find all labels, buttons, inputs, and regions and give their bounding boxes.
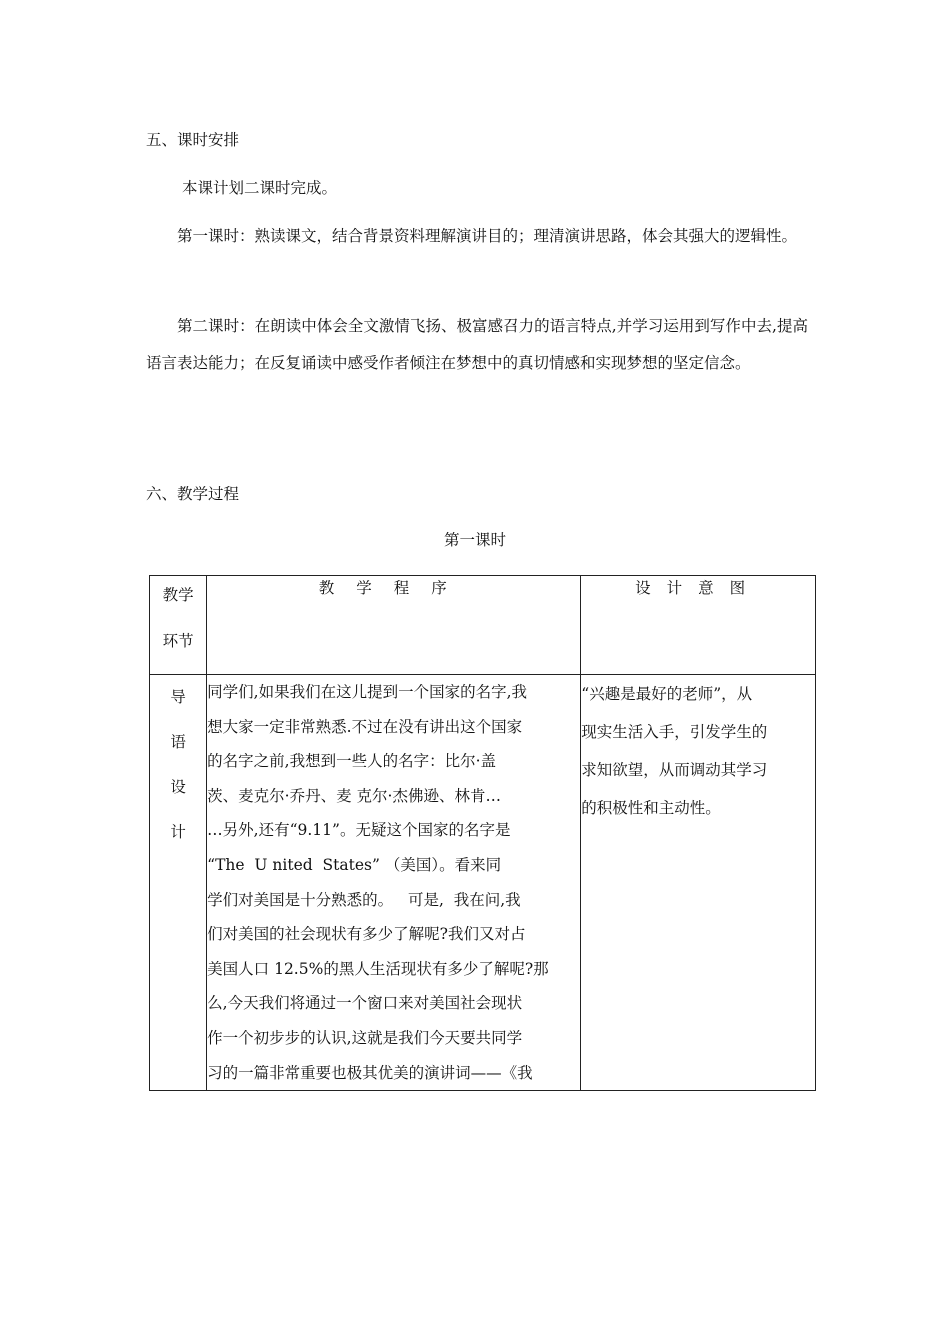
stage-char: 导 <box>170 688 186 706</box>
paragraph-plan: 本课计划二课时完成。 <box>182 179 338 197</box>
header-stage-cell <box>150 576 207 675</box>
intent-line: 求知欲望，从而调动其学习 <box>581 761 768 779</box>
header-intent-label: 设计意图 <box>635 579 762 597</box>
stage-char: 语 <box>170 733 186 751</box>
paragraph-second-lesson: 第二课时：在朗读中体会全文激情飞扬、极富感召力的语言特点,并学习运用到写作中去,提高语言表达能力；在反复诵读中感受作者倾注在梦想中的真切情感和实现梦想的坚定信念。 <box>146 317 808 372</box>
procedure-line: …另外,还有“9.11”。无疑这个国家的名字是 <box>207 821 511 840</box>
procedure-line: 们对美国的社会现状有多少了解呢?我们又对占 <box>207 925 526 944</box>
procedure-line: 么,今天我们将通过一个窗口来对美国社会现状 <box>207 994 523 1013</box>
lesson-table <box>149 575 816 1091</box>
procedure-line: 想大家一定非常熟悉.不过在没有讲出这个国家 <box>207 717 523 736</box>
procedure-line: 的名字之前,我想到一些人的名字：比尔·盖 <box>207 752 497 771</box>
procedure-line: 学们对美国是十分熟悉的。 可是, 我在问,我 <box>207 890 521 909</box>
procedure-cell <box>207 675 581 1091</box>
table-header-row <box>150 576 816 675</box>
header-intent-cell <box>581 576 816 675</box>
lesson-title: 第一课时 <box>443 531 506 549</box>
section-heading-process: 六、教学过程 <box>146 485 240 503</box>
section-heading-schedule: 五、课时安排 <box>146 131 240 149</box>
intent-line: “兴趣是最好的老师”，从 <box>581 685 753 703</box>
table-row <box>150 675 816 1091</box>
procedure-line: “The U nited States” （美国）。看来同 <box>207 855 502 874</box>
stage-char: 计 <box>170 823 186 841</box>
procedure-line: 作一个初步步的认识,这就是我们今天要共同学 <box>207 1028 523 1047</box>
procedure-line: 同学们,如果我们在这儿提到一个国家的名字,我 <box>207 683 528 701</box>
procedure-line: 习的一篇非常重要也极其优美的演讲词——《我 <box>207 1063 533 1082</box>
paragraph-first-lesson: 第一课时：熟读课文，结合背景资料理解演讲目的；理清演讲思路，体会其强大的逻辑性。 <box>177 227 798 245</box>
stage-cell <box>150 675 207 1091</box>
stage-char: 设 <box>170 778 186 796</box>
procedure-line: 美国人口 12.5%的黑人生活现状有多少了解呢?那 <box>207 959 549 978</box>
header-stage-line1: 教学 <box>162 586 194 604</box>
header-procedure-label: 教学程序 <box>318 579 469 597</box>
header-procedure-cell <box>207 576 581 675</box>
intent-line: 现实生活入手，引发学生的 <box>581 723 768 741</box>
intent-cell <box>581 675 816 1091</box>
intent-line: 的积极性和主动性。 <box>581 799 721 817</box>
header-stage-line2: 环节 <box>162 632 194 650</box>
procedure-line: 茨、麦克尔·乔丹、麦 克尔·杰佛逊、林肯… <box>207 786 501 805</box>
